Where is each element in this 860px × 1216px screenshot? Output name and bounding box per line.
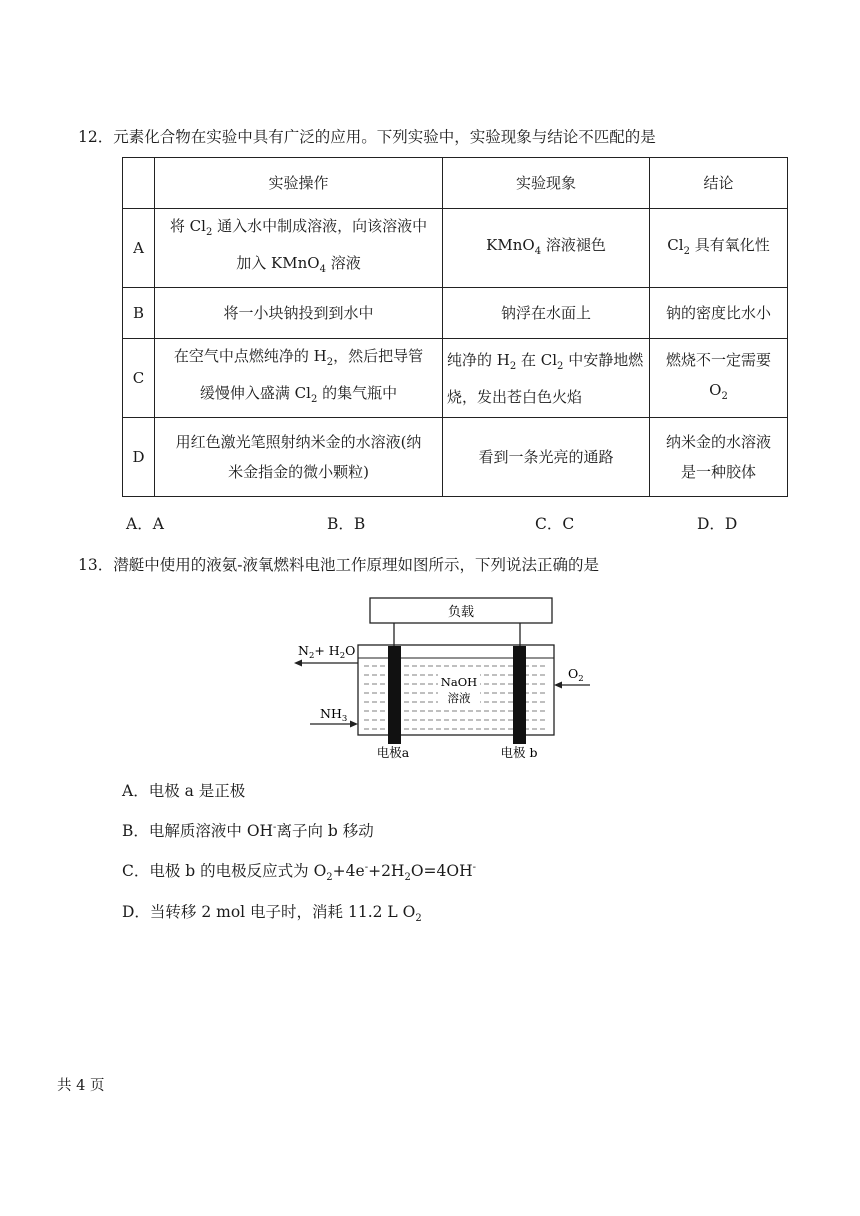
table-header-row — [123, 158, 788, 209]
phenomenon-cell: 钠浮在水面上 — [443, 288, 650, 339]
phenomenon-cell: 看到一条光亮的通路 — [443, 418, 650, 497]
row-label: A — [123, 209, 155, 288]
conclusion-cell: 钠的密度比水小 — [650, 288, 788, 339]
row-label: B — [123, 288, 155, 339]
electrode-a-label: 电极a — [376, 745, 410, 760]
header-blank — [123, 158, 155, 209]
electrolyte-label-2: 溶液 — [447, 691, 471, 705]
outlet-label: $N_2+ H_2O$ — [298, 643, 356, 661]
conclusion-cell: 燃烧不一定需要 $O_2$ — [650, 339, 788, 418]
phenomenon-cell: 纯净的 $H_2$ 在 $Cl_2$ 中安静地燃 烧，发出苍白色火焰 — [443, 339, 650, 418]
q12-option-b[interactable]: B．B — [327, 515, 366, 533]
header-operation: 实验操作 — [155, 158, 443, 209]
q13-choice-c[interactable]: C．电极 b 的电极反应式为 $O_2+4e^-+2H_2O=4OH^-$ — [122, 861, 476, 884]
operation-cell: 将一小块钠投到到水中 — [155, 288, 443, 339]
table-row — [123, 339, 788, 418]
table-row — [123, 418, 788, 497]
electrolyte-label: NaOH — [440, 675, 478, 689]
load-label: 负载 — [447, 605, 475, 620]
table-row — [123, 209, 788, 288]
table-row — [123, 288, 788, 339]
q13-choice-d[interactable]: D．当转移 2 mol 电子时，消耗 11.2 L $O_2$ — [122, 903, 422, 925]
q13-choice-a[interactable]: A．电极 a 是正极 — [122, 782, 246, 800]
q12-option-a[interactable]: A．A — [126, 515, 164, 533]
q12-stem: 12．元素化合物在实验中具有广泛的应用。下列实验中，实验现象与结论不匹配的是 — [78, 128, 656, 146]
phenomenon-cell: KMnO$_4$ 溶液褪色 — [443, 209, 650, 288]
q13-stem: 13．潜艇中使用的液氨-液氧燃料电池工作原理如图所示，下列说法正确的是 — [78, 556, 599, 574]
electrode-b-label: 电极 b — [500, 745, 538, 760]
page-footer: 共 4 页 — [57, 1078, 105, 1094]
nh3-label: $NH_3$ — [320, 706, 348, 724]
o2-label: $O_2$ — [568, 666, 584, 684]
row-label: D — [123, 418, 155, 497]
conclusion-cell: 纳米金的水溶液 是一种胶体 — [650, 418, 788, 497]
operation-cell: 用红色激光笔照射纳米金的水溶液(纳 米金指金的微小颗粒) — [155, 418, 443, 497]
q12-option-d[interactable]: D．D — [697, 515, 738, 533]
electrode-b — [513, 646, 526, 744]
electrode-a — [388, 646, 401, 744]
header-phenomenon: 实验现象 — [443, 158, 650, 209]
operation-cell: 在空气中点燃纯净的 $H_2$，然后把导管 缓慢伸入盛满 $Cl_2$ 的集气瓶中 — [155, 339, 443, 418]
fuel-cell-diagram — [290, 592, 600, 767]
row-label: C — [123, 339, 155, 418]
q12-option-c[interactable]: C．C — [535, 515, 575, 533]
operation-cell: 将 $Cl_2$ 通入水中制成溶液，向该溶液中 加入 KMnO$_4$ 溶液 — [155, 209, 443, 288]
experiment-table — [122, 157, 788, 497]
header-conclusion: 结论 — [650, 158, 788, 209]
q13-choice-b[interactable]: B．电解质溶液中 OH-离子向 b 移动 — [122, 821, 374, 840]
conclusion-cell: $Cl_2$ 具有氧化性 — [650, 209, 788, 288]
